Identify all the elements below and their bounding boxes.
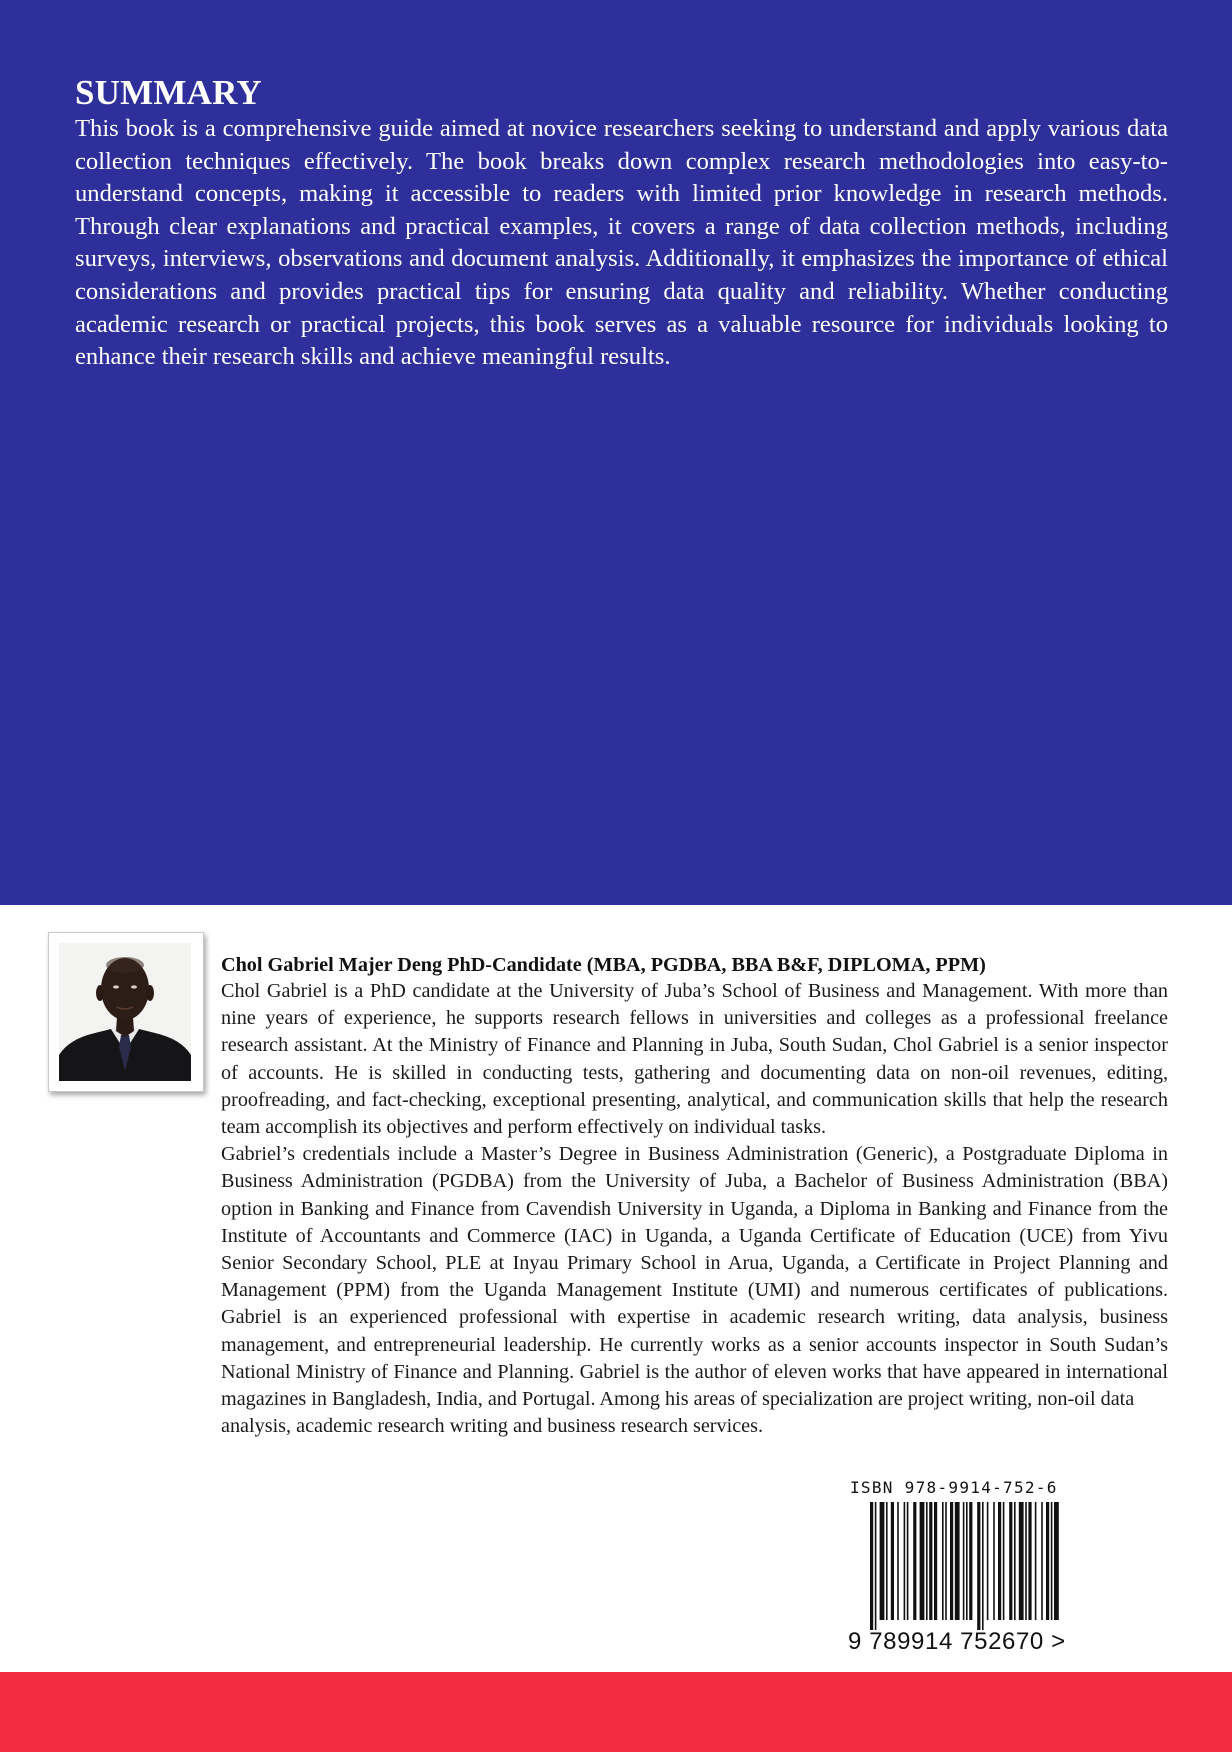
- author-portrait-image: [59, 943, 191, 1081]
- bio-last-line: analysis, academic research writing and business research services.: [221, 1415, 764, 1438]
- barcode-bars-graphic: [870, 1502, 1060, 1630]
- barcode-bar: [963, 1502, 965, 1620]
- author-photo: [48, 932, 204, 1092]
- barcode-bar: [897, 1502, 899, 1620]
- barcode-bar: [998, 1502, 1001, 1620]
- barcode-bar: [913, 1502, 916, 1620]
- barcode-bar: [982, 1502, 984, 1630]
- barcode-bar: [1014, 1502, 1016, 1620]
- barcode-bar: [950, 1502, 953, 1620]
- author-name: Chol Gabriel Majer Deng PhD-Candidate (MBA, PGDBA, BBA B&F, DIPLOMA, PPM): [221, 954, 986, 976]
- barcode-bar: [875, 1502, 877, 1630]
- barcode-bar: [1003, 1502, 1005, 1620]
- barcode-bar: [886, 1502, 888, 1620]
- bio-paragraph: Chol Gabriel is a PhD candidate at the University of Juba’s School of Business and Management. With more than nine years of experience, he supports research fellows in universities and colleges as a professional freelance research assistant. At the Ministry of Finance and Planning in Juba, South Sudan, Chol Gabriel is a senior inspector of accounts. He is skilled in conducting tests, gathering and documenting data on non-oil revenues, editing, proofreading, and fact-checking, exceptional presenting, analytical, and communication skills that help the research team accomplish its objectives and perform effectively on individual tasks.: [221, 980, 1168, 1139]
- barcode-bar: [929, 1502, 932, 1620]
- barcode-digits: 9 789914 752670 >: [848, 1628, 1066, 1655]
- barcode-bar: [1046, 1502, 1049, 1620]
- bio-paragraph: Gabriel’s credentials include a Master’s Degree in Business Administration (Generic), a Postgraduate Diploma in Business Administration (PGDBA) from the University of Juba, a Bachelor of Business Administration (BBA) option in Banking and Finance from Cavendish University in Uganda, a Diploma in Banking and Finance from the Institute of Accountants and Commerce (IAC) in Uganda, a Uganda Certificate of Education (UCE) from Yivu Senior Secondary School, PLE at Inyau Primary School in Arua, Uganda, a Certificate in Project Planning and Management (PPM) from the Uganda Management Institute (UMI) and numerous certificates of publications. Gabriel is an experienced professional with expertise in academic research writing, data analysis, business management, and entrepreneurial leadership. He currently works as a senior accounts inspector in South Sudan’s National Ministry of Finance and Planning. Gabriel is the author of eleven works that have appeared in international magazines in Bangladesh, India, and Portugal. Among his areas of specialization are project writing, non-oil data: [221, 1143, 1168, 1411]
- barcode-bar: [1035, 1502, 1037, 1620]
- isbn-label: ISBN 978-9914-752-6: [850, 1478, 1058, 1497]
- barcode-bar: [1028, 1502, 1031, 1620]
- author-bio: [221, 978, 1168, 1440]
- barcode-bar: [880, 1502, 885, 1620]
- barcode-bar: [1019, 1502, 1024, 1620]
- barcode-bar: [934, 1502, 937, 1620]
- barcode-bar: [969, 1502, 972, 1620]
- barcode-bar: [993, 1502, 995, 1620]
- barcode-bar: [907, 1502, 909, 1620]
- barcode-bar: [1041, 1502, 1043, 1620]
- barcode-bar: [1051, 1502, 1053, 1620]
- barcode-bar: [904, 1502, 906, 1620]
- barcode-bar: [1054, 1502, 1059, 1620]
- barcode-bar: [1025, 1502, 1027, 1620]
- barcode-bar: [926, 1502, 928, 1620]
- barcode-bar: [945, 1502, 947, 1620]
- summary-heading: SUMMARY: [75, 73, 262, 112]
- isbn-barcode: [848, 1478, 1070, 1660]
- bottom-color-band: [0, 1672, 1232, 1752]
- barcode-bar: [1009, 1502, 1012, 1620]
- barcode-bar: [870, 1502, 873, 1630]
- barcode-bar: [987, 1502, 989, 1620]
- barcode-bar: [966, 1502, 968, 1620]
- barcode-bar: [942, 1502, 944, 1620]
- summary-text: This book is a comprehensive guide aimed at novice researchers seeking to understand and apply various data collection techniques effectively. The book breaks down complex research methodologies into easy-to-understand concepts, making it accessible to readers with limited prior knowledge in research methods. Through clear explanations and practical examples, it covers a range of data collection methods, including surveys, interviews, observations and document analysis. Additionally, it emphasizes the importance of ethical considerations and provides practical tips for ensuring data quality and reliability. Whether conducting academic research or practical projects, this book serves as a valuable resource for individuals looking to enhance their research skills and achieve meaningful results.: [75, 115, 1168, 371]
- barcode-bar: [891, 1502, 894, 1620]
- barcode-bar: [955, 1502, 960, 1620]
- barcode-bar: [977, 1502, 980, 1630]
- barcode-bar: [920, 1502, 925, 1620]
